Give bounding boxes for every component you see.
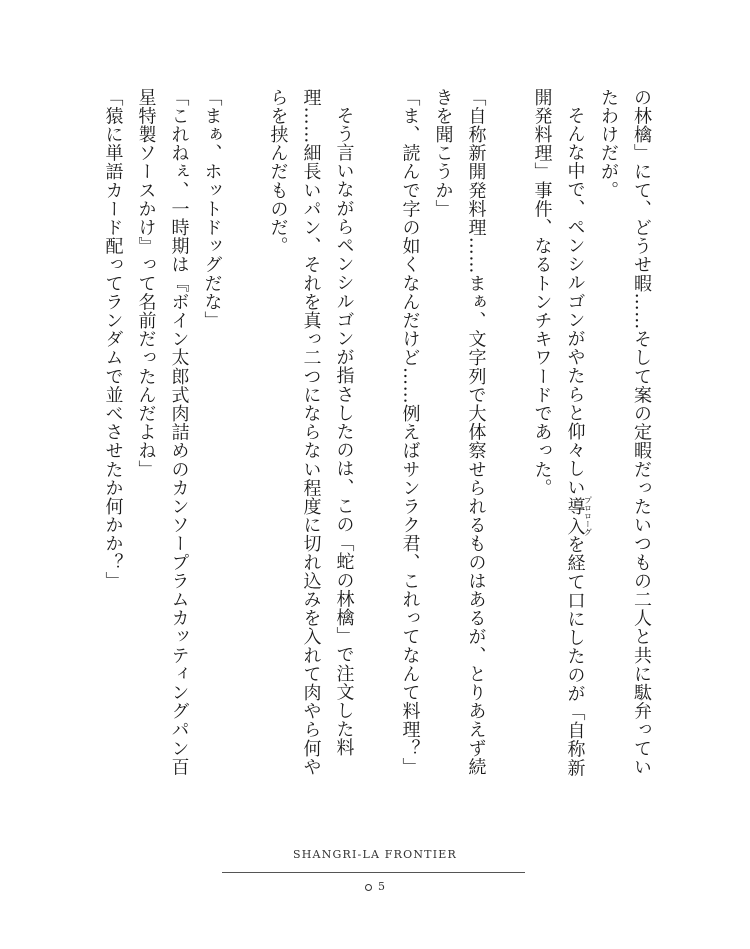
dialogue-5: 「猿に単語カード配ってランダムで並べさせたか何かか？」 [102, 88, 124, 591]
dialogue-4: 「これねぇ、一時期は『ボイン太郎式肉詰めのカンソープラムカッティングパン百星特製ソースかけ』って名前だったんだよね」 [135, 88, 190, 777]
dialogue-1: 「自称新開発料理……まぁ、文字列で大体察せられるものはあるが、とりあえず続きを聞こうか」 [432, 88, 487, 777]
dialogue-2: 「ま、読んで字の如くなんだけど……例えばサンラク君、これってなんて料理？」 [399, 88, 421, 777]
running-title: SHANGRI-LA FRONTIER [293, 848, 457, 861]
dialogue-3: 「まぁ、ホットドッグだな」 [201, 88, 223, 330]
paragraph-gap [229, 88, 262, 89]
paragraph-1: の林檎」にて、どうせ暇……そして案の定暇だったいつもの二人と共に駄弁っていたわけだが。 [598, 88, 652, 777]
paragraph-2-part-a: そんな中で、ペンシルゴンがやたらと仰々しい [564, 106, 586, 497]
ruby-prologue [564, 495, 593, 536]
ruby-text: プロローグ [583, 495, 593, 536]
page-number-block [0, 880, 750, 893]
circle-icon [365, 884, 372, 891]
footer-divider [222, 872, 525, 873]
page-number: 5 [378, 880, 385, 893]
paragraph-3: そう言いながらペンシルゴンが指さしたのは、この「蛇の林檎」で注文した料理……細長いパン、それを真っ二つにならない程度に切れ込みを入れて肉やら何やらを挟んだものだ。 [267, 88, 355, 777]
paragraph-2 [526, 88, 593, 788]
paragraph-gap [493, 88, 526, 89]
paragraph-gap [361, 88, 394, 89]
body-text [78, 88, 658, 788]
ruby-base: 導入 [564, 495, 586, 536]
paragraph-2-part-b: を経て口にしたのが「自称新開発料理」事件、なるトンチキワードであった。 [531, 88, 586, 778]
